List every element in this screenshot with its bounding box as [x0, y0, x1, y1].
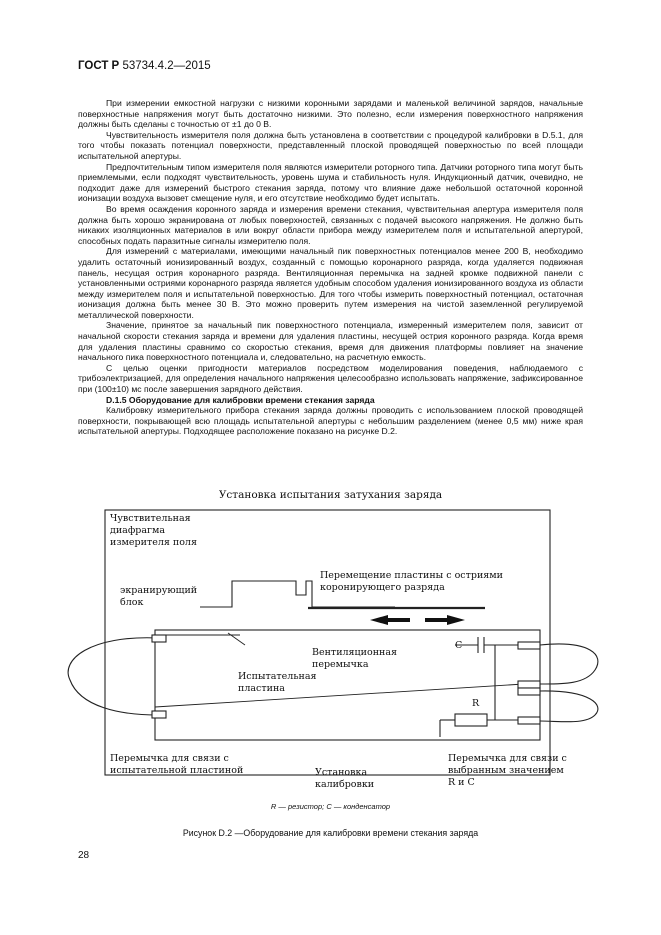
- resistor: [455, 714, 487, 726]
- left-jumper-cable: [68, 638, 158, 715]
- figure-d2: [0, 485, 661, 825]
- arrow-left-shaft: [388, 618, 410, 622]
- connector: [518, 681, 540, 688]
- connector: [518, 642, 540, 649]
- instrument-housing: [105, 510, 550, 775]
- movement-arrows: [370, 615, 465, 625]
- arrow-right: [447, 615, 465, 625]
- paragraph: Для измерений с материалами, имеющими начальный пик поверхностных потенциалов менее 200 В, необходимо удалить остаточный ионизированный воздух, созданный с помощью коронарного разряда, когда удаляется подвижная панель, несущая острия коронарного разряда. Вентиляционная перемычка на задней кромке подвижной панели с установленными остриями коронарного разряда является удобным способом удаления ионизированного воздуха из области между измерителем поля и испытательной поверхностью. Для того чтобы измерить поверхностный потенциал, остаточная ионизация должна быть менее 30 В. Это можно проверить путем измерения на чистой заземленной регулируемой металлической поверхности.: [78, 246, 583, 320]
- connector: [518, 688, 540, 695]
- arrow-left: [370, 615, 388, 625]
- test-plate-line: [155, 683, 540, 707]
- label-left-jumper: Перемычка для связи с испытательной пластиной: [110, 753, 244, 776]
- paragraph: Во время осаждения коронного заряда и измерения времени стекания, чувствительная апертура измерителя поля должна быть хорошо экранирована от любых поверхностей, связанных с подачей высокого напряжения. Не должно быть никаких изоляционных материалов в или вокруг области прибора между измерителем поля и испытательной апертурой, способных подать паразитные сигналы измерителю поля.: [78, 203, 583, 246]
- label-resistor: R: [472, 698, 480, 709]
- figure-legend: R — резистор; C — конденсатор: [270, 802, 391, 811]
- label-calibration-setup: Установка калибровки: [315, 767, 375, 790]
- label-test-plate: Испытательная пластина: [238, 671, 317, 694]
- figure-caption: Рисунок D.2 —Оборудование для калибровки времени стекания заряда: [182, 828, 479, 838]
- page-number: 28: [78, 850, 90, 861]
- paragraph: При измерении емкостной нагрузки с низкими коронными зарядами и маленькой величиной зарядов, начальные поверхностные напряжения могут быть достаточно низкими. Это полезно, если измерения поверхностного напряжения должны быть сделаны с точностью от ±1 до 0 В.: [78, 98, 583, 130]
- paragraph: С целью оценки пригодности материалов посредством моделирования поведения, наблюдаемого с трибоэлектризацией, для определения начального напряжения целесообразно использовать напряжение, зафиксированное при (100±10) мс после завершения зарядного действия.: [78, 362, 583, 395]
- label-vent-strip: Вентиляционная перемычка: [312, 647, 398, 670]
- section-heading: D.1.5 Оборудование для калибровки времени стекания заряда: [106, 394, 375, 405]
- body-text: [78, 98, 583, 437]
- standard-prefix: ГОСТ Р: [78, 60, 120, 72]
- paragraph: Калибровку измерительного прибора стекания заряда должны проводить с использованием плоской проводящей поверхности, покрывающей всю площадь испытательной апертуры с небольшим разделением (менее 0,5 мм) ниже края испытательной апертуры. Подходящее расположение показано на рисунке D.2.: [78, 405, 583, 437]
- connector: [518, 717, 540, 724]
- arrow-right-shaft: [425, 618, 447, 622]
- standard-number: 53734.4.2—2015: [122, 60, 211, 72]
- label-plate-movement: Перемещение пластины с остриями коронирующего разряда: [320, 570, 503, 593]
- label-capacitor: C: [455, 640, 463, 651]
- figure-title: Установка испытания затухания заряда: [218, 489, 443, 501]
- page-header: [78, 60, 211, 72]
- label-shield-block: экранирующий блок: [120, 585, 198, 608]
- label-right-jumper: Перемычка для связи с выбранным значением R и C: [448, 753, 567, 788]
- paragraph: Предпочтительным типом измерителя поля являются измерители роторного типа. Датчики роторного типа могут быть приемлемыми, если подходят чувствительность, уровень шума и стабильность нуля. Индукционный датчик, очевидно, не подходит даже для измерений быстрого стекания заряда, потому что влияние даже небольшой остаточной коронной ионизации воздуха вызовет смещение нуля, и его отсутствие необходимо будет испытать.: [78, 161, 583, 204]
- paragraph: Чувствительность измерителя поля должна быть установлена в соответствии с процедурой калибровки в D.5.1, для того чтобы показать потенциал поверхности, представленный плоской проводящей поверхностью по всей площади испытательной апертуры.: [78, 129, 583, 161]
- right-jumper-cable: [540, 644, 598, 684]
- label-sensing-aperture: Чувствительная диафрагма измерителя поля: [110, 513, 197, 548]
- connector: [152, 635, 166, 642]
- connector: [152, 711, 166, 718]
- paragraph: Значение, принятое за начальный пик поверхностного потенциала, измеренный измерителем поля, зависит от начальной скорости стекания заряда и времени для удаления пластины, несущей острия коронного разряда. Когда время для удаления пластины сравнимо со скоростью стекания, время для движения платформы повлияет на значение начального пика поверхностного потенциала и, следовательно, на расчетную емкость.: [78, 320, 583, 363]
- right-jumper-cable: [540, 691, 598, 722]
